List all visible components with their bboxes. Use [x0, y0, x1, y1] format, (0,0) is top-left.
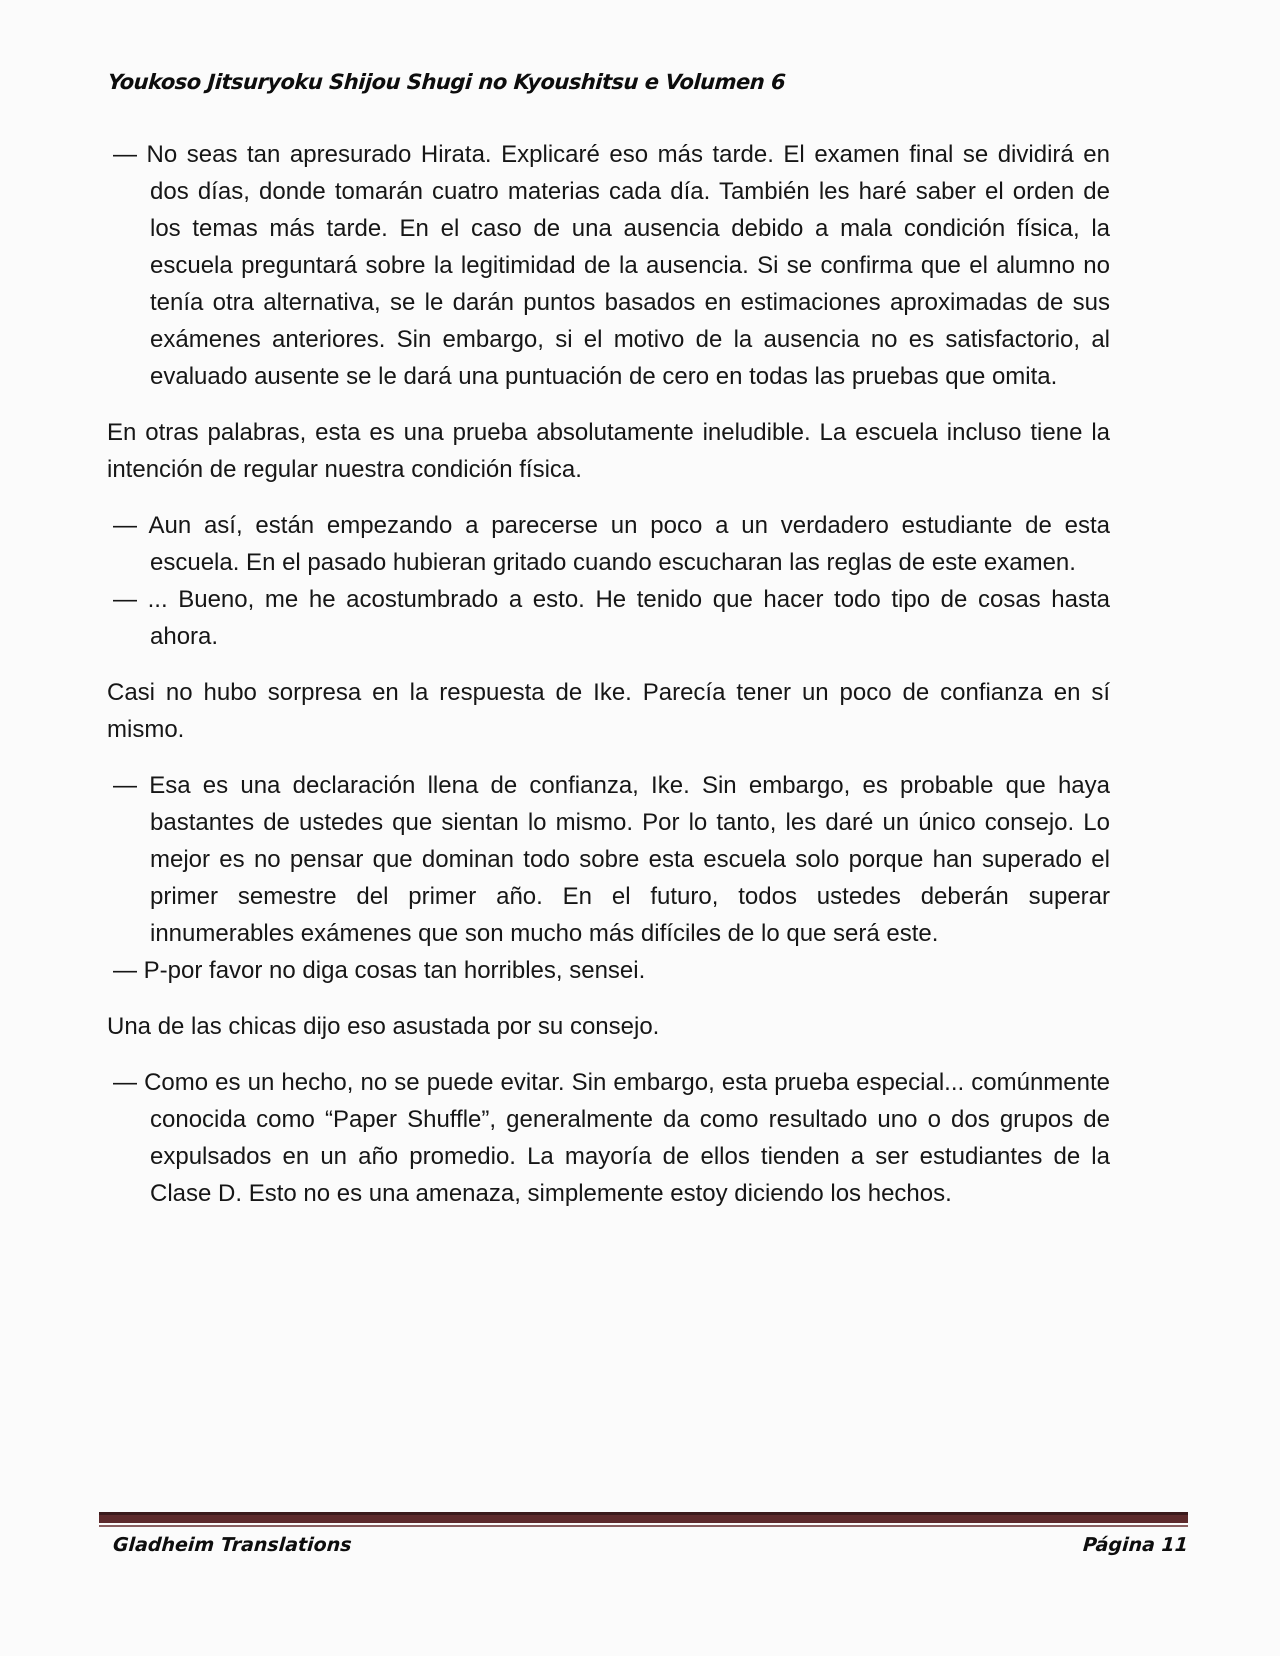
- paragraph-dialogue-5: — P-por favor no diga cosas tan horribles, sensei.: [113, 957, 646, 984]
- page-header: [107, 70, 1187, 94]
- paragraph-dialogue-6: — Como es un hecho, no se puede evitar. Sin embargo, esta prueba especial... comúnmente conocida como “Paper Shuffle”, generalmente da como resultado uno o dos grupos de expulsados en un año promedio. La mayoría de ellos tienden a ser estudiantes de la Clase D. Esto no es una amenaza, simplemente estoy diciendo los hechos.: [113, 1069, 1110, 1207]
- paragraph-dialogue-3: — ... Bueno, me he acostumbrado a esto. He tenido que hacer todo tipo de cosas hasta ahora.: [113, 586, 1110, 650]
- paragraph-narration-1: En otras palabras, esta es una prueba absolutamente ineludible. La escuela incluso tiene la intención de regular nuestra condición física.: [107, 419, 1110, 483]
- paragraph-dialogue-4: — Esa es una declaración llena de confianza, Ike. Sin embargo, es probable que haya bastantes de ustedes que sientan lo mismo. Por lo tanto, les daré un único consejo. Lo mejor es no pensar que dominan todo sobre esta escuela solo porque han superado el primer semestre del primer año. En el futuro, todos ustedes deberán superar innumerables exámenes que son mucho más difíciles de lo que será este.: [113, 772, 1110, 947]
- footer-translator-credit: Gladheim Translations: [112, 1534, 353, 1556]
- footer-rule-thin-line: [99, 1525, 1188, 1527]
- paragraph-narration-3: Una de las chicas dijo eso asustada por su consejo.: [107, 1013, 660, 1040]
- paragraph-narration-2: Casi no hubo sorpresa en la respuesta de Ike. Parecía tener un poco de confianza en sí mismo.: [107, 679, 1110, 743]
- page-header-title: Youkoso Jitsuryoku Shijou Shugi no Kyoushitsu e Volumen 6: [107, 70, 787, 94]
- paragraph-dialogue-1: — No seas tan apresurado Hirata. Explicaré eso más tarde. El examen final se dividirá en dos días, donde tomarán cuatro materias cada día. También les haré saber el orden de los temas más tarde. En el caso de una ausencia debido a mala condición física, la escuela preguntará sobre la legitimidad de la ausencia. Si se confirma que el alumno no tenía otra alternativa, se le darán puntos basados en estimaciones aproximadas de sus exámenes anteriores. Sin embargo, si el motivo de la ausencia no es satisfactorio, al evaluado ausente se le dará una puntuación de cero en todas las pruebas que omita.: [113, 141, 1110, 390]
- page-footer: [99, 1512, 1188, 1556]
- body-text: [107, 136, 1110, 1231]
- paragraph-dialogue-2: — Aun así, están empezando a parecerse un poco a un verdadero estudiante de esta escuela. En el pasado hubieran gritado cuando escucharan las reglas de este examen.: [113, 512, 1110, 576]
- footer-rule-bar: [99, 1515, 1188, 1523]
- footer-text-row: [99, 1534, 1188, 1556]
- footer-page-number: Página 11: [1082, 1534, 1189, 1556]
